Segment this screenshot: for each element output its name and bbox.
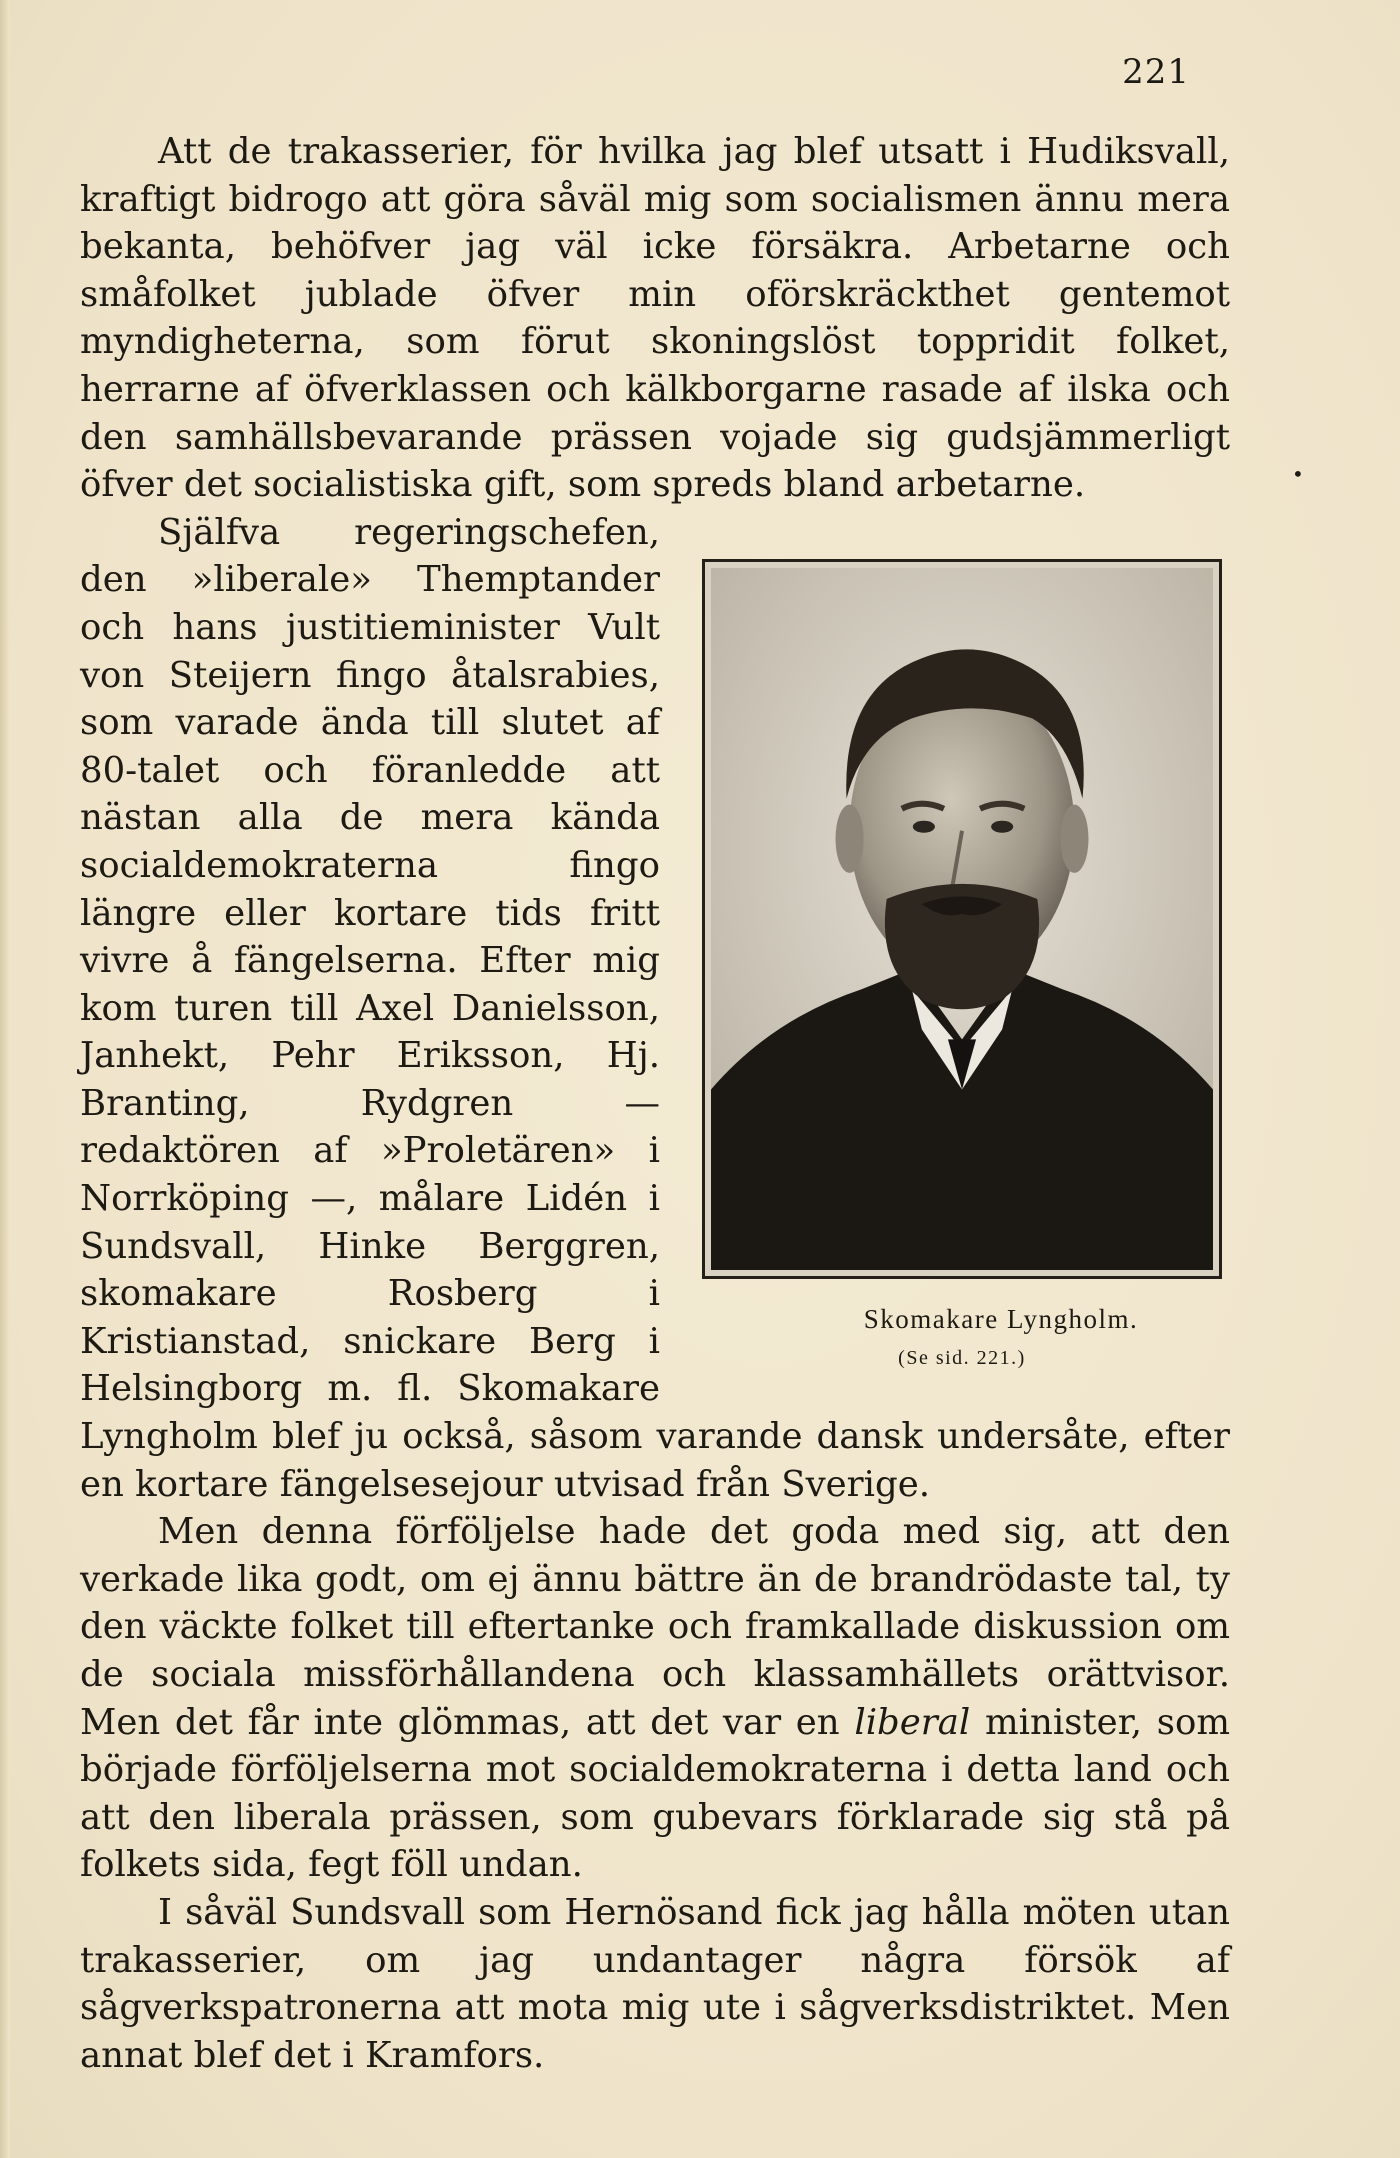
caption-reference: (Se sid. 221.): [898, 1346, 1026, 1369]
paragraph-3-text-a: Men denna förföljelse hade det goda med sig, att den verkade lika godt, om ej ännu bättre än de brandrödaste tal, ty den väckte folket till eftertanke och framkallade diskussion om de sociala missförhållandena och klassamhällets orättvisor. Men det får inte glömmas, att det var en: [80, 1511, 1230, 1743]
portrait-figure: [690, 559, 1230, 1373]
portrait-photo: [711, 568, 1213, 1270]
paragraph-2-text: Själfva regeringschefen, den »liberale» Themptander och hans justitieminister Vult von Steijern fingo åtalsrabies, som varade ända till slutet af 80-talet och föranledde att nästan alla de mera kända socialdemokraterna fingo längre eller kortare tids fritt vivre å fängelserna. Efter mig kom turen till Axel Danielsson, Janhekt, Pehr Eriksson, Hj. Branting, Rydgren — redaktören af »Proletären» i Norrköping —, målare Lidén i Sundsvall, Hinke Berggren, skomakare Rosberg i Kristianstad, snickare Berg i Helsingborg m. fl. Skomakare Lyngholm blef ju också, såsom varande dansk undersåte, efter en kortare fängelsesejour utvisad från Sverige.: [80, 511, 1230, 1505]
page-edge: [0, 0, 10, 2158]
figure-caption: [702, 1301, 1222, 1373]
page-number: 221: [1122, 52, 1190, 92]
body-text: [80, 128, 1230, 2079]
emphasis-liberal: liberal: [854, 1701, 971, 1743]
paragraph-4: I såväl Sundsvall som Hernösand fick jag hålla möten utan trakasserier, om jag undantager några försök af sågverkspatronerna att mota mig ute i sågverksdistriktet. Men annat blef det i Kramfors.: [80, 1891, 1230, 2076]
paragraph-2: [80, 509, 1230, 1508]
paragraph-3-text-b: minister, som började förföljelserna mot socialdemokraterna i detta land och att den liberala prässen, som gubevars förklarade sig stå på folkets sida, fegt föll undan.: [80, 1701, 1230, 1886]
paragraph-1: Att de trakasserier, för hvilka jag blef utsatt i Hudiksvall, kraftigt bidrogo att göra såväl mig som socialismen ännu mera bekanta, behöfver jag väl icke försäkra. Arbetarne och småfolket jublade öfver min oförskräckthet gentemot myndigheterna, som förut skoningslöst toppridit folket, herrarne af öfverklassen och kälkborgarne rasade af ilska och den samhällsbevarande prässen vojade sig gudsjämmerligt öfver det socialistiska gift, som spreds bland arbetarne.: [80, 131, 1230, 506]
caption-title: Skomakare Lyngholm.: [863, 1303, 1139, 1334]
portrait-frame: [702, 559, 1222, 1279]
paragraph-3: [80, 1508, 1230, 1889]
stray-mark: •: [1292, 462, 1304, 486]
